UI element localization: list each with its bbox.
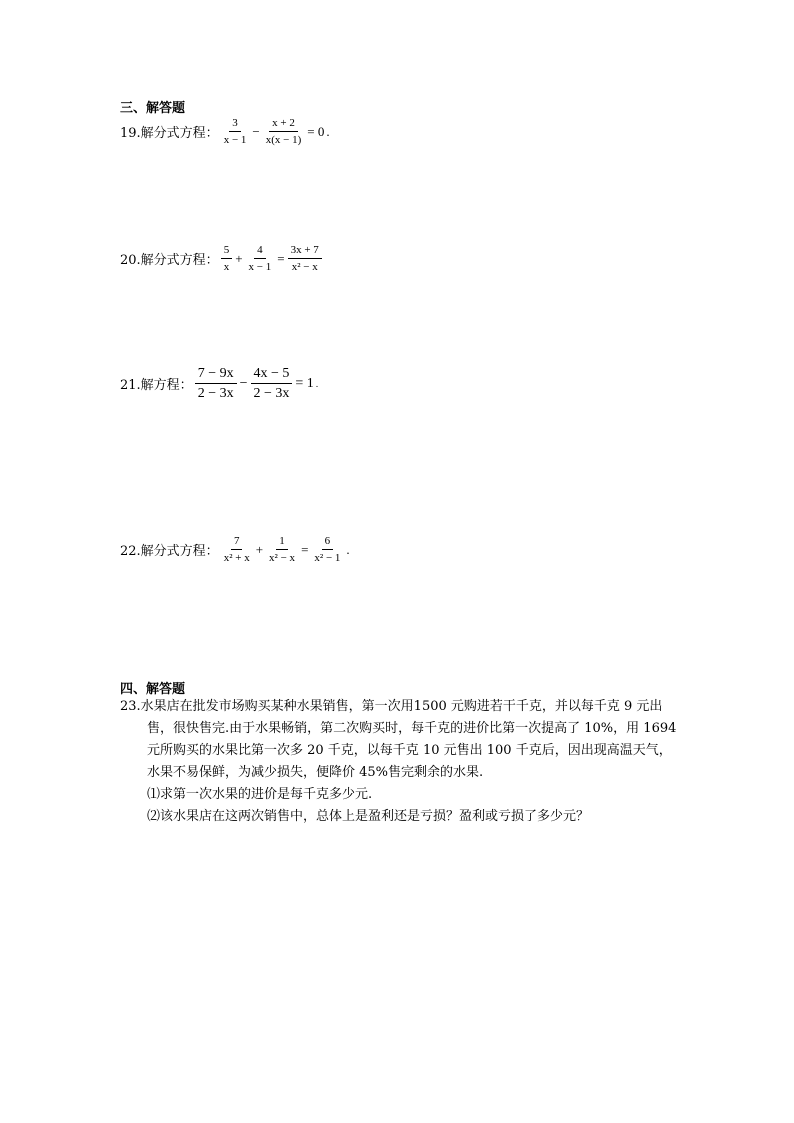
q21-rhs: = 1	[295, 375, 314, 391]
q19-end: .	[326, 123, 330, 139]
q22-fraction-1	[221, 535, 253, 564]
q23-line-4: 水果不易保鲜，为减少损失，便降价 45%售完剩余的水果.	[147, 765, 484, 780]
q20-fraction-2	[246, 244, 275, 273]
q21-fraction-2	[251, 366, 293, 402]
q20-f2-numerator: 4	[254, 244, 266, 259]
q20-f2-denominator: x − 1	[248, 261, 272, 274]
question-19	[120, 117, 331, 146]
question-21	[120, 366, 319, 402]
q22-equals: =	[301, 541, 309, 557]
q21-fraction-1	[195, 366, 237, 402]
q19-operator: −	[252, 123, 260, 139]
q22-fraction-2	[266, 535, 298, 564]
q19-f2-numerator: x + 2	[269, 117, 298, 132]
q20-f3-denominator: x² − x	[291, 261, 318, 274]
question-21-label: 21.解方程：	[120, 378, 193, 394]
q22-f1-numerator: 7	[231, 535, 243, 550]
q21-f1-denominator: 2 − 3x	[197, 386, 234, 402]
section-3-heading: 三、解答题	[120, 101, 186, 116]
q19-fraction-1	[221, 117, 250, 146]
q20-fraction-3	[288, 244, 322, 273]
question-22-label: 22.解分式方程：	[120, 544, 219, 560]
q22-f2-denominator: x² − x	[269, 552, 296, 565]
question-20-label: 20.解分式方程：	[120, 253, 219, 269]
q22-f1-denominator: x² + x	[223, 552, 250, 565]
q22-end: .	[346, 541, 350, 557]
q21-f2-numerator: 4x − 5	[251, 366, 293, 384]
q22-operator: +	[255, 541, 264, 557]
question-22	[120, 535, 351, 564]
q19-f2-denominator: x(x − 1)	[265, 134, 302, 147]
q20-f1-numerator: 5	[221, 244, 233, 259]
q22-f3-numerator: 6	[322, 535, 334, 550]
q20-equals: =	[277, 250, 285, 266]
q21-operator: −	[239, 375, 248, 391]
question-19-label: 19.解分式方程：	[120, 126, 219, 142]
question-23	[120, 696, 720, 828]
q22-fraction-3	[311, 535, 343, 564]
q23-line-3: 元所购买的水果比第一次多 20 千克，以每千克 10 元售出 100 千克后，因出现高温天气，	[147, 743, 672, 758]
q23-line-2: 售，很快售完.由于水果畅销，第二次购买时，每千克的进价比第一次提高了 10%，用 1694	[147, 721, 677, 736]
q22-f2-numerator: 1	[276, 535, 288, 550]
q22-f3-denominator: x² − 1	[314, 552, 341, 565]
q21-end: .	[315, 378, 319, 389]
question-20	[120, 244, 324, 273]
q19-rhs: = 0	[307, 123, 325, 139]
q20-operator: +	[235, 250, 243, 266]
q21-f1-numerator: 7 − 9x	[195, 366, 237, 384]
q19-f1-denominator: x − 1	[223, 134, 247, 147]
q23-subquestion-1: ⑴求第一次水果的进价是每千克多少元.	[147, 787, 373, 802]
q20-f1-denominator: x	[223, 261, 230, 274]
section-4-heading: 四、解答题	[120, 682, 186, 697]
q19-fraction-2	[263, 117, 305, 146]
q21-f2-denominator: 2 − 3x	[253, 386, 290, 402]
q19-f1-numerator: 3	[229, 117, 241, 132]
q20-fraction-1	[221, 244, 233, 273]
q23-subquestion-2: ⑵该水果店在这两次销售中，总体上是盈利还是亏损？盈利或亏损了多少元？	[147, 809, 590, 824]
q23-line-1: 23.水果店在批发市场购买某种水果销售，第一次用1500 元购进若干千克，并以每千克 9 元出	[120, 699, 663, 714]
q20-f3-numerator: 3x + 7	[288, 244, 322, 259]
